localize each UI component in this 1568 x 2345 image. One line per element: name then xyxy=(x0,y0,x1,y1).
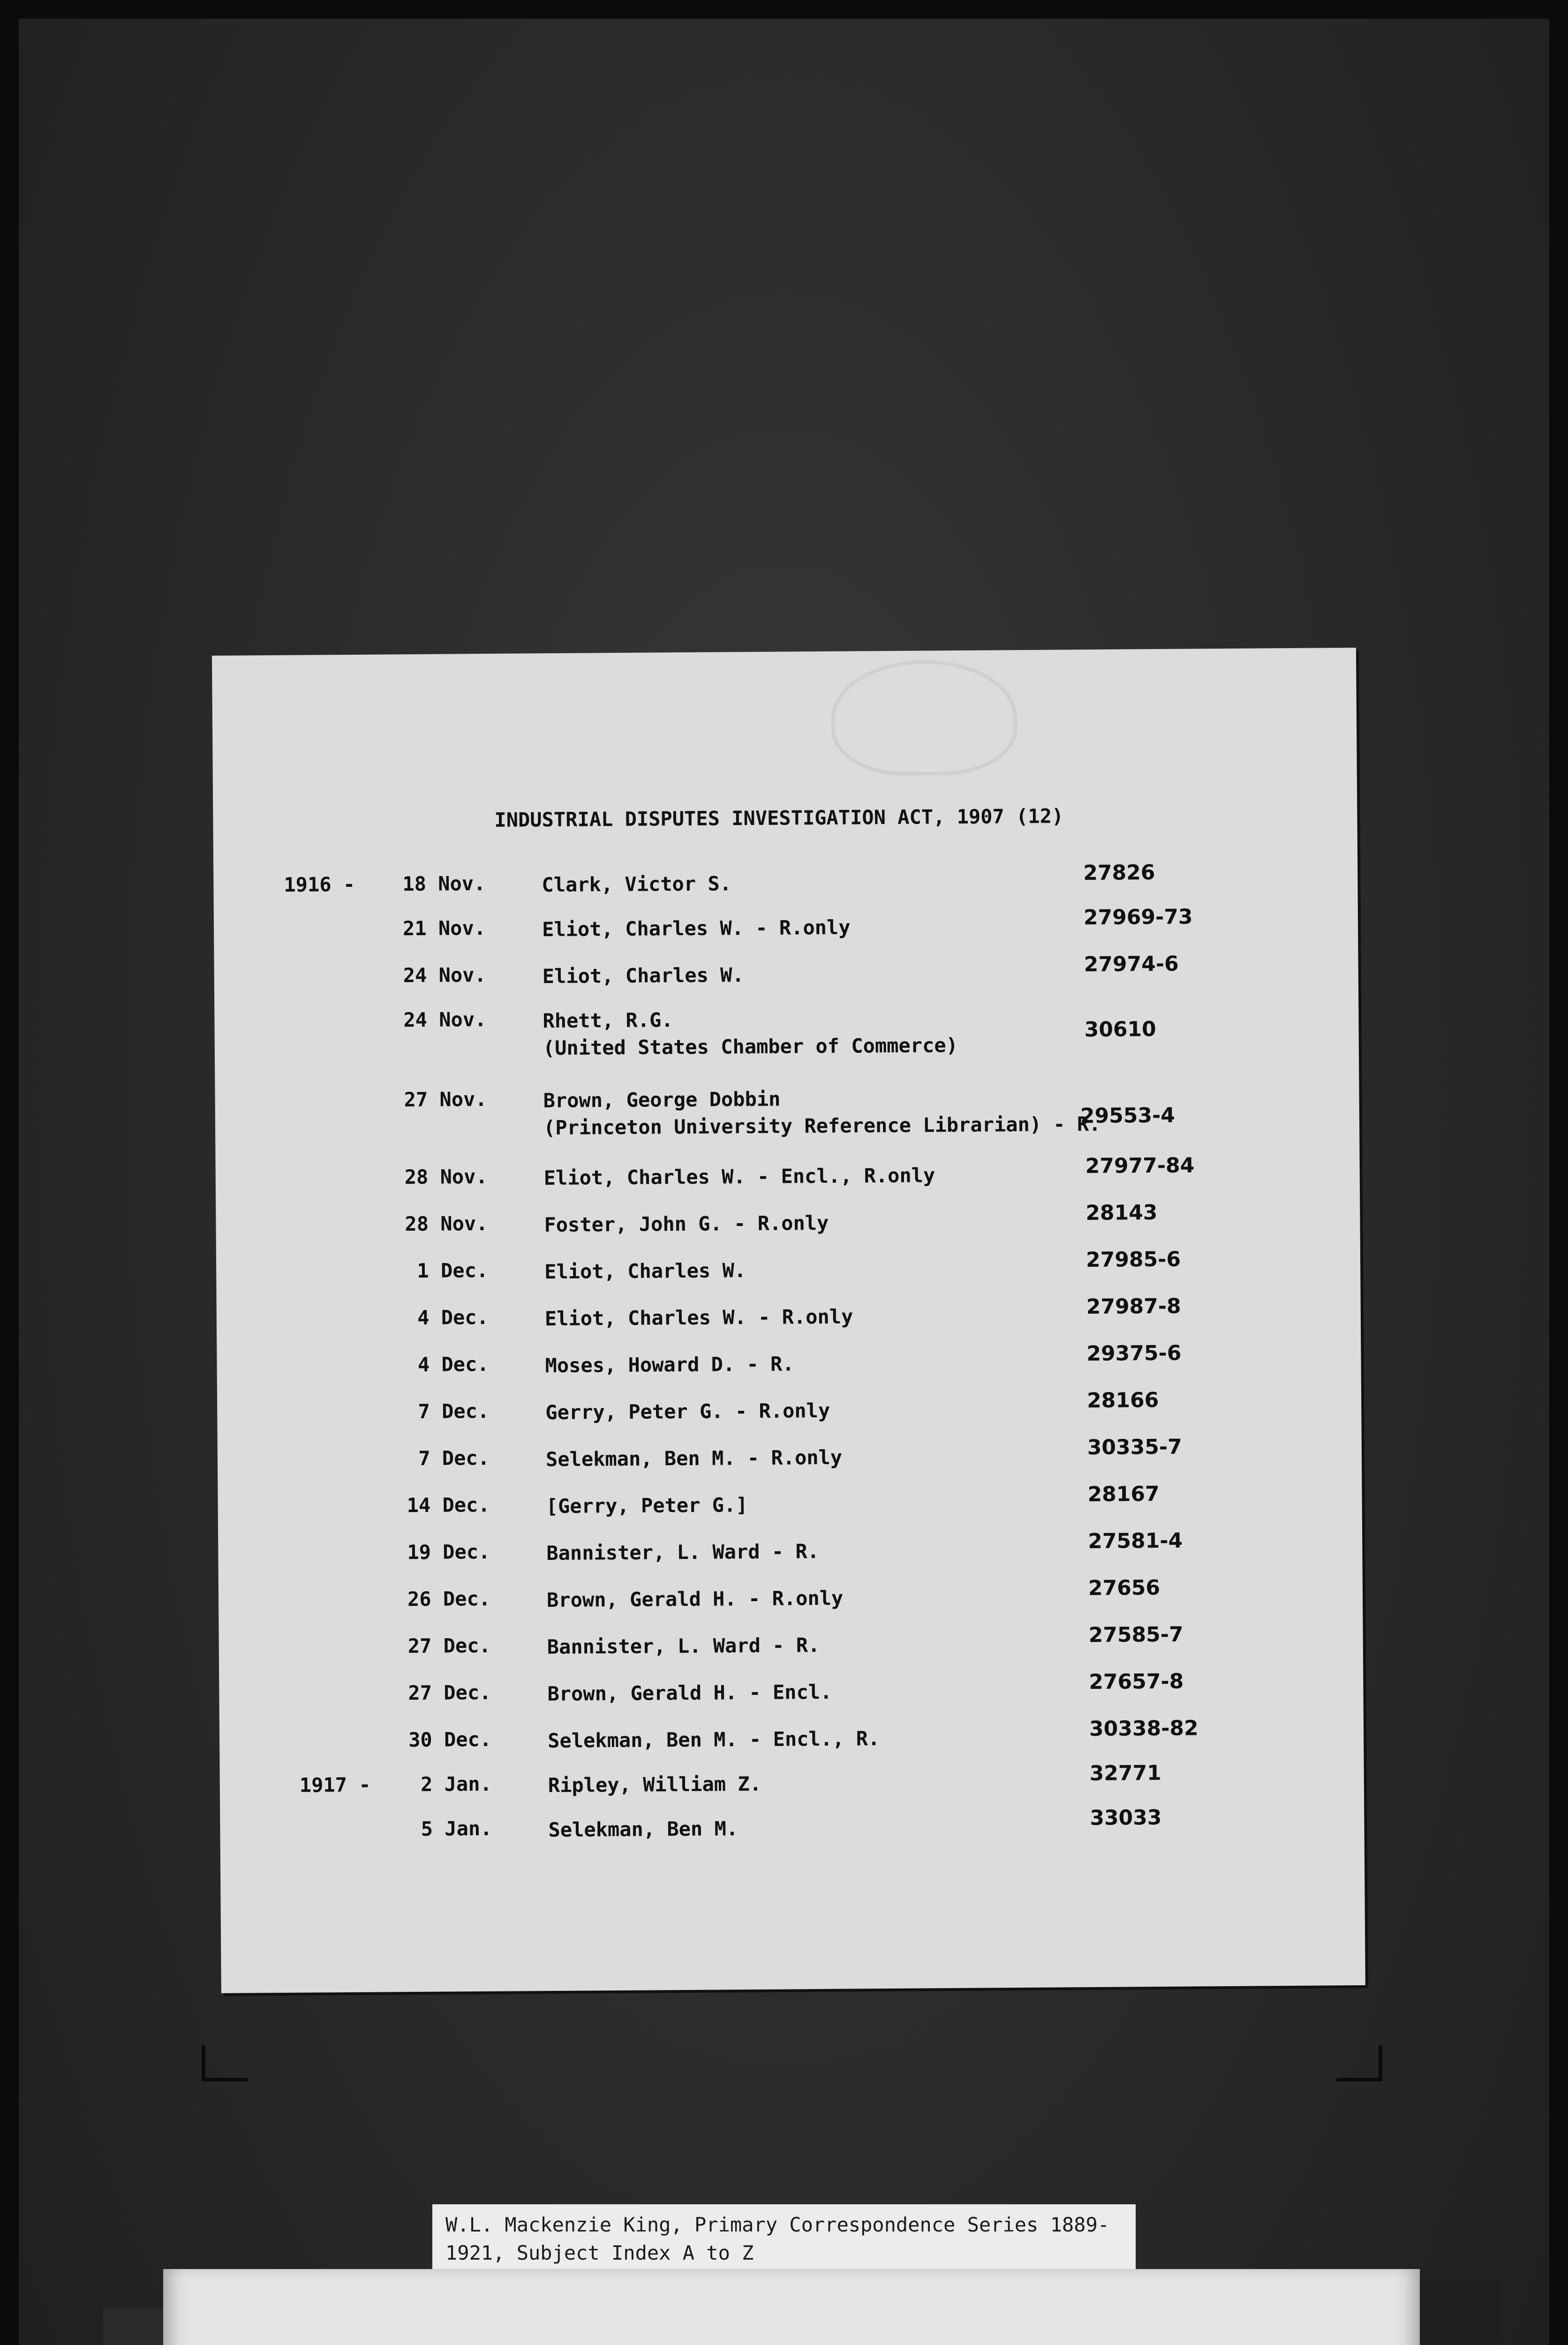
entry-correspondent: Selekman, Ben M. - Encl., R. xyxy=(547,1727,880,1753)
entry-correspondent: Foster, John G. - R.only xyxy=(544,1211,829,1237)
entry-page-reference: 28166 xyxy=(1086,1388,1159,1413)
entry-row xyxy=(219,1716,1364,1753)
entry-correspondent: Selekman, Ben M. xyxy=(548,1817,739,1842)
entry-row xyxy=(216,1247,1360,1284)
entry-row xyxy=(218,1435,1362,1471)
entry-page-reference: 27826 xyxy=(1083,860,1155,885)
entry-row xyxy=(219,1669,1363,1706)
entry-page-reference: 27987-8 xyxy=(1086,1294,1181,1319)
entry-page-reference: 27969-73 xyxy=(1083,905,1193,930)
entry-correspondent: Eliot, Charles W. xyxy=(544,1259,746,1284)
entry-row xyxy=(216,1200,1360,1237)
entry-correspondent: Brown, George Dobbin (Princeton University Reference Librarian) - R. xyxy=(543,1087,1101,1140)
card-edge-right xyxy=(1420,2279,1500,2345)
entry-page-reference: 27985-6 xyxy=(1086,1247,1181,1272)
entry-correspondent: Brown, Gerald H. - R.only xyxy=(546,1586,844,1612)
document-title: INDUSTRIAL DISPUTES INVESTIGATION ACT, 1907 (12) xyxy=(494,804,1064,832)
entry-page-reference: 33033 xyxy=(1090,1805,1162,1830)
citation-slip: W.L. Mackenzie King, Primary Correspondence Series 1889- 1921, Subject Index A to Z xyxy=(432,2204,1136,2275)
entry-page-reference: 29375-6 xyxy=(1086,1341,1182,1366)
seal-watermark xyxy=(831,659,1018,776)
entry-date: 14 Dec. xyxy=(407,1493,490,1517)
crop-mark-right xyxy=(1336,2045,1382,2081)
entry-correspondent: Eliot, Charles W. xyxy=(542,963,744,988)
entry-correspondent: Bannister, L. Ward - R. xyxy=(546,1540,820,1565)
entry-correspondent: [Gerry, Peter G.] xyxy=(546,1493,748,1518)
entry-date: 30 Dec. xyxy=(408,1727,492,1752)
entry-row xyxy=(216,1153,1360,1190)
entry-date: 26 Dec. xyxy=(407,1587,491,1611)
entry-row xyxy=(217,1341,1361,1377)
card-edge-left xyxy=(103,2307,164,2345)
entry-date: 18 Nov. xyxy=(402,871,486,896)
entry-date: 7 Dec. xyxy=(418,1446,490,1470)
entry-row xyxy=(220,1805,1364,1842)
entry-correspondent: Ripley, William Z. xyxy=(548,1772,762,1797)
entry-page-reference: 27657-8 xyxy=(1089,1669,1184,1694)
entry-page-reference: 27585-7 xyxy=(1088,1622,1184,1647)
entry-date: 28 Nov. xyxy=(405,1211,488,1236)
entry-date: 1 Dec. xyxy=(417,1258,489,1282)
entry-row xyxy=(219,1575,1363,1612)
entry-row xyxy=(217,1388,1361,1424)
entry-date: 28 Nov. xyxy=(404,1165,488,1189)
entry-page-reference: 27581-4 xyxy=(1088,1528,1183,1554)
entry-correspondent: Eliot, Charles W. - Encl., R.only xyxy=(543,1164,935,1190)
entry-date: 4 Dec. xyxy=(417,1352,489,1376)
crop-mark-left xyxy=(202,2045,248,2081)
entry-date: 2 Jan. xyxy=(420,1772,492,1796)
entry-correspondent: Moses, Howard D. - R. xyxy=(545,1352,794,1377)
entry-row xyxy=(214,1002,1358,1060)
entry-page-reference: 27656 xyxy=(1088,1575,1161,1601)
entry-date: 7 Dec. xyxy=(418,1399,490,1423)
entry-page-reference: 27977-84 xyxy=(1085,1153,1195,1179)
entry-correspondent: Brown, Gerald H. - Encl. xyxy=(547,1680,832,1706)
entry-page-reference: 30338-82 xyxy=(1089,1716,1199,1741)
entry-row xyxy=(218,1528,1362,1565)
entry-page-reference: 27974-6 xyxy=(1084,952,1179,977)
entry-date: 27 Dec. xyxy=(408,1680,491,1705)
entry-page-reference: 30335-7 xyxy=(1087,1435,1182,1460)
entry-date: 21 Nov. xyxy=(402,916,486,940)
entry-correspondent: Gerry, Peter G. - R.only xyxy=(545,1399,830,1424)
entry-date: 5 Jan. xyxy=(421,1816,492,1840)
entry-correspondent: Bannister, L. Ward - R. xyxy=(547,1634,820,1659)
year-label-1916: 1916 - xyxy=(284,872,355,896)
entry-row xyxy=(218,1482,1362,1518)
entry-page-reference: 28167 xyxy=(1087,1482,1160,1507)
entry-row xyxy=(217,1294,1361,1331)
archives-card xyxy=(163,2269,1420,2345)
entry-page-reference: 32771 xyxy=(1089,1761,1161,1785)
entry-row xyxy=(214,952,1358,988)
entry-date: 24 Nov. xyxy=(403,1007,487,1032)
entry-page-reference: 28143 xyxy=(1086,1200,1158,1225)
entry-row xyxy=(214,905,1358,941)
entry-row xyxy=(219,1622,1363,1659)
entry-correspondent: Eliot, Charles W. - R.only xyxy=(542,915,851,941)
entry-page-reference: 29553-4 xyxy=(1080,1103,1176,1128)
entry-date: 27 Dec. xyxy=(407,1634,491,1658)
entry-date: 24 Nov. xyxy=(403,963,486,987)
entry-row xyxy=(215,1082,1359,1140)
entry-correspondent: Eliot, Charles W. - R.only xyxy=(544,1305,853,1331)
entry-correspondent: Selekman, Ben M. - R.only xyxy=(545,1445,843,1471)
entry-date: 27 Nov. xyxy=(404,1087,487,1112)
entry-correspondent: Clark, Victor S. xyxy=(542,872,732,897)
year-label-1917: 1917 - xyxy=(299,1773,371,1797)
entry-correspondent: Rhett, R.G. (United States Chamber of Commerce) xyxy=(543,1008,958,1060)
entry-date: 4 Dec. xyxy=(417,1305,489,1329)
entry-date: 19 Dec. xyxy=(407,1540,490,1564)
entry-page-reference: 30610 xyxy=(1084,1017,1156,1042)
index-document xyxy=(212,648,1365,1993)
